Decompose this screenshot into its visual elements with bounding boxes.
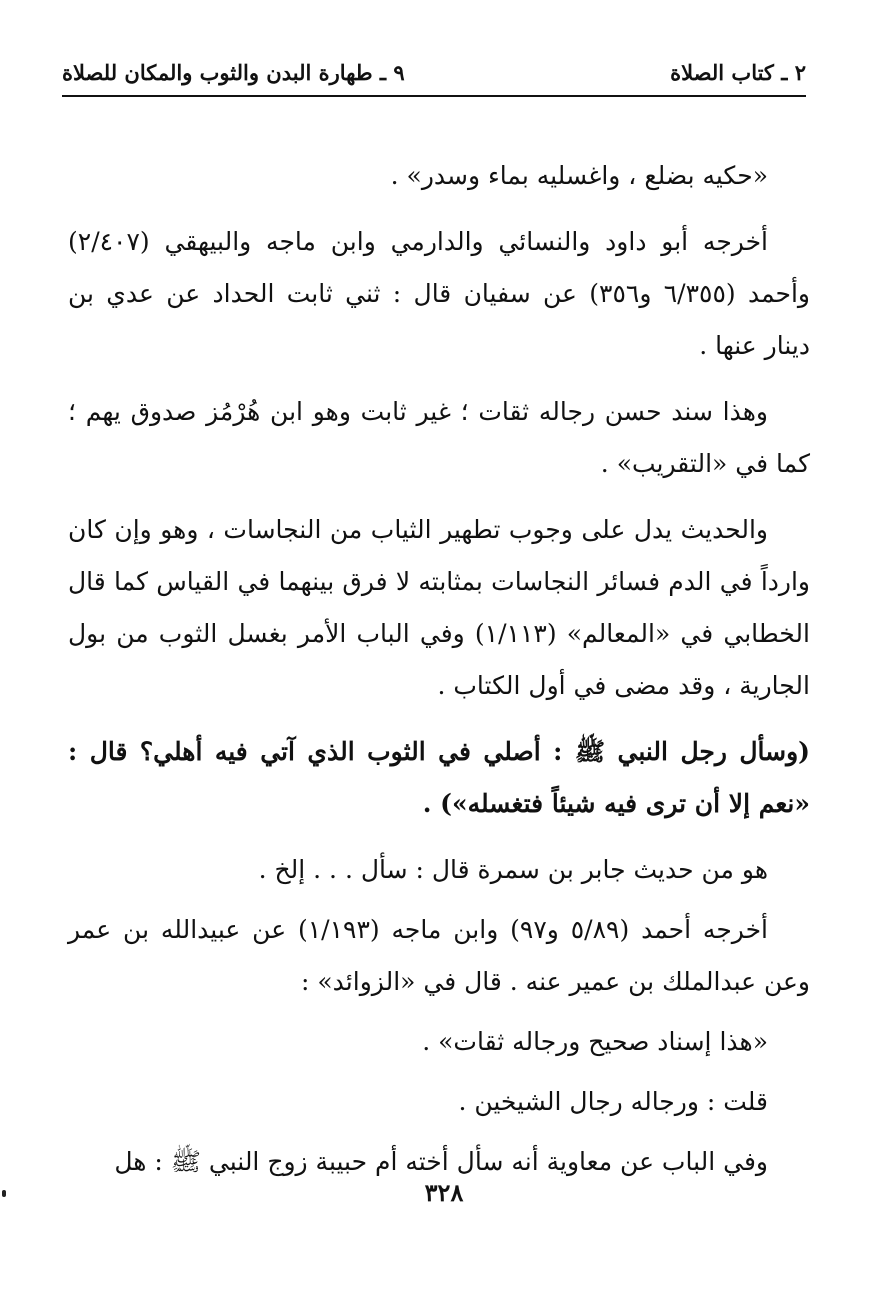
- continuation-paragraph: وفي الباب عن معاوية أنه سأل أخته أم حبيبة زوج النبي ﷺ : هل: [114, 1147, 768, 1176]
- isnad-grading-paragraph: وهذا سند حسن رجاله ثقات ؛ غير ثابت وهو ابن هُرْمُز صدوق يهم ؛ كما في «التقريب» .: [68, 397, 810, 478]
- takhrij-paragraph-2: أخرجه أحمد (٥/٨٩ و٩٧) وابن ماجه (١/١٩٣) عن عبيدالله بن عمر وعن عبدالملك بن عمير عنه . قال في «الزوائد» :: [68, 915, 810, 996]
- matn-quote: (وسأل رجل النبي ﷺ : أصلي في الثوب الذي آتي فيه أهلي؟ قال : «نعم إلا أن ترى فيه شيئاً فتغسله») .: [68, 737, 810, 818]
- header-divider: [62, 95, 806, 97]
- commentary-paragraph: والحديث يدل على وجوب تطهير الثياب من النجاسات ، وهو وإن كان وارداً في الدم فسائر النجاسات بمثابته لا فرق بينهما في القياس كما قال الخطابي في «المعالم» (١/١١٣) وفي الباب الأمر بغسل الثوب من بول الجارية ، وقد مضى في أول الكتاب .: [68, 515, 810, 700]
- author-note: قلت : ورجاله رجال الشيخين .: [458, 1087, 768, 1116]
- section-title: ٩ ـ طهارة البدن والثوب والمكان للصلاة: [62, 60, 405, 85]
- page-body: [68, 150, 810, 1196]
- page-number: ٣٢٨: [424, 1178, 464, 1207]
- chapter-title: ٢ ـ كتاب الصلاة: [670, 60, 806, 85]
- takhrij-paragraph: أخرجه أبو داود والنسائي والدارمي وابن ماجه والبيهقي (٢/٤٠٧) وأحمد (٦/٣٥٥ و٣٥٦) عن سفيان قال : ثني ثابت الحداد عن عدي بن دينار عنها .: [68, 227, 810, 360]
- source-paragraph: هو من حديث جابر بن سمرة قال : سأل . . . إلخ .: [258, 855, 768, 884]
- zawaid-quote: «هذا إسناد صحيح ورجاله ثقات» .: [422, 1027, 768, 1056]
- hadith-quote-end: «حكيه بضلع ، واغسليه بماء وسدر» .: [390, 161, 768, 190]
- scan-speck: [2, 1190, 6, 1197]
- running-header: [62, 56, 806, 96]
